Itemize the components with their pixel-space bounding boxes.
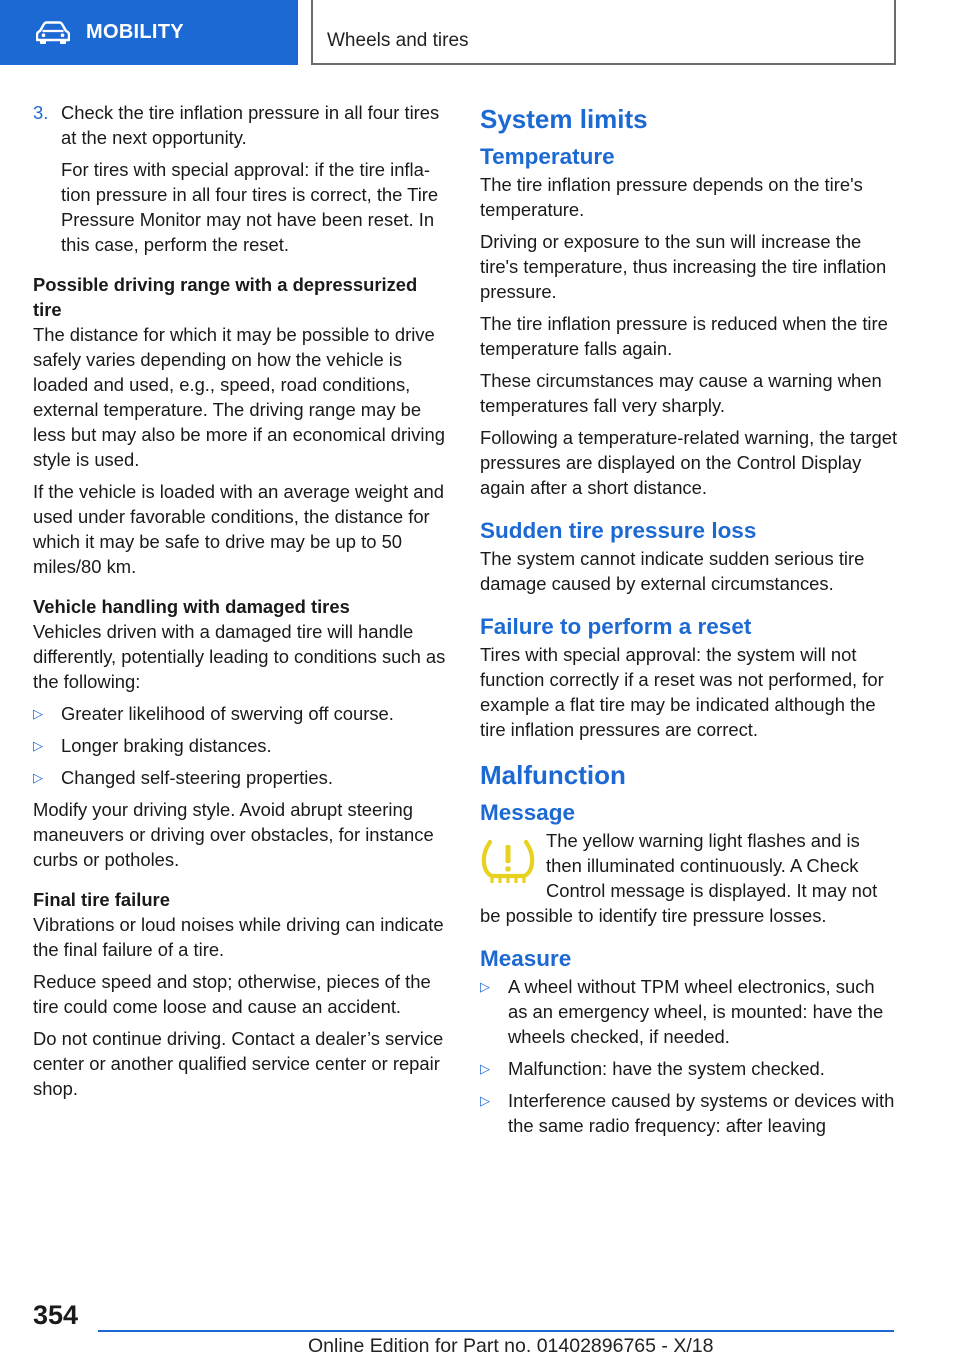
- chapter-header: [311, 0, 896, 65]
- system-limits-heading: System limits: [480, 104, 648, 134]
- measure-heading: Measure: [480, 946, 572, 971]
- edition-link[interactable]: Online Edition for Part no. 01402896765 - X/18: [308, 1335, 714, 1357]
- temperature-paragraph-2: Driving or exposure to the sun will increase the tire's temperature, thus increasing the tire inflation pressure.: [480, 231, 887, 302]
- step-note: For tires with special approval: if the tire inflation pressure in all four tires is correct, the Tire Pressure Monitor may not have been reset. In this case, perform the reset.: [61, 159, 439, 255]
- left-column: [33, 100, 447, 1108]
- list-item-text: A wheel without TPM wheel electronics, such as an emergency wheel, is mounted: have the wheels checked, if needed.: [508, 976, 884, 1047]
- range-paragraph-1: The distance for which it may be possible to drive safely varies depending on how the vehicle is loaded and used, e.g., speed, road conditions, external temperature. The driving range may be less but may also be more if an economical driving style is used.: [33, 324, 445, 470]
- step-3: [33, 100, 447, 150]
- triangle-bullet-icon: ▷: [480, 1093, 490, 1108]
- sudden-loss-paragraph: The system cannot indicate sudden serious tire damage caused by external circumstances.: [480, 548, 865, 594]
- triangle-bullet-icon: ▷: [33, 738, 43, 753]
- handling-heading: Vehicle handling with damaged tires: [33, 596, 350, 617]
- list-item: [480, 1088, 898, 1138]
- message-block: [480, 828, 898, 928]
- failure-paragraph-1: Vibrations or loud noises while driving can indicate the final failure of a tire.: [33, 914, 444, 960]
- message-heading: Message: [480, 800, 576, 825]
- triangle-bullet-icon: ▷: [480, 1061, 490, 1076]
- car-icon: [36, 21, 70, 45]
- temperature-paragraph-5: Following a temperature-related warning, the target pressures are displayed on the Control Display again after a short distance.: [480, 427, 898, 498]
- list-item: [33, 701, 447, 726]
- temperature-paragraph-3: The tire inflation pressure is reduced when the tire temperature falls again.: [480, 313, 888, 359]
- range-paragraph-2: If the vehicle is loaded with an average weight and used under favorable conditions, the distance for which it may be safe to drive may be up to 50 miles/80 km.: [33, 481, 444, 577]
- reset-failure-paragraph: Tires with special approval: the system will not function correctly if a reset was not performed, for example a flat tire may be indicated although the tire inflation pressures are correct.: [480, 644, 884, 740]
- failure-paragraph-2: Reduce speed and stop; otherwise, pieces of the tire could come loose and cause an accident.: [33, 971, 431, 1017]
- section-tab: [0, 0, 298, 65]
- right-column: [480, 100, 898, 1145]
- section-title: MOBILITY: [86, 21, 184, 43]
- triangle-bullet-icon: ▷: [480, 979, 490, 994]
- list-item: [480, 974, 898, 1049]
- handling-paragraph-2: Modify your driving style. Avoid abrupt steering maneuvers or driving over obstacles, for instance curbs or potholes.: [33, 799, 434, 870]
- temperature-heading: Temperature: [480, 144, 615, 169]
- triangle-bullet-icon: ▷: [33, 770, 43, 785]
- list-item-text: Changed self-steering properties.: [61, 767, 333, 788]
- step-number: 3.: [33, 102, 49, 123]
- temperature-paragraph-4: These circumstances may cause a warning when temperatures fall very sharply.: [480, 370, 882, 416]
- range-heading: Possible driving range with a depressurized tire: [33, 274, 418, 320]
- malfunction-heading: Malfunction: [480, 760, 626, 790]
- sudden-loss-heading: Sudden tire pressure loss: [480, 518, 757, 543]
- failure-paragraph-3: Do not continue driving. Contact a dealer’s service center or another qualified service center or repair shop.: [33, 1028, 444, 1099]
- list-item-text: Malfunction: have the system checked.: [508, 1058, 825, 1079]
- list-item-text: Interference caused by systems or devices with the same radio frequency: after leaving: [508, 1090, 895, 1136]
- list-item: [33, 733, 447, 758]
- list-item: [33, 765, 447, 790]
- page-number: 354: [33, 1300, 79, 1330]
- step-text: Check the tire inflation pressure in all four tires at the next opportunity.: [61, 102, 440, 148]
- triangle-bullet-icon: ▷: [33, 706, 43, 721]
- handling-paragraph-1: Vehicles driven with a damaged tire will handle differently, potentially leading to conditions such as the following:: [33, 621, 446, 692]
- tire-pressure-warning-icon: [480, 838, 536, 886]
- list-item-text: Greater likelihood of swerving off course.: [61, 703, 394, 724]
- chapter-title: Wheels and tires: [327, 30, 469, 51]
- footer-rule: [98, 1330, 894, 1332]
- message-paragraph: The yellow warning light flashes and is then illuminated continuously. A Check Control message is displayed. It may not be possible to identify tire pressure losses.: [480, 830, 878, 926]
- failure-heading: Final tire failure: [33, 889, 170, 910]
- temperature-paragraph-1: The tire inflation pressure depends on the tire's temperature.: [480, 174, 863, 220]
- list-item: [480, 1056, 898, 1081]
- reset-failure-heading: Failure to perform a reset: [480, 614, 752, 639]
- list-item-text: Longer braking distances.: [61, 735, 272, 756]
